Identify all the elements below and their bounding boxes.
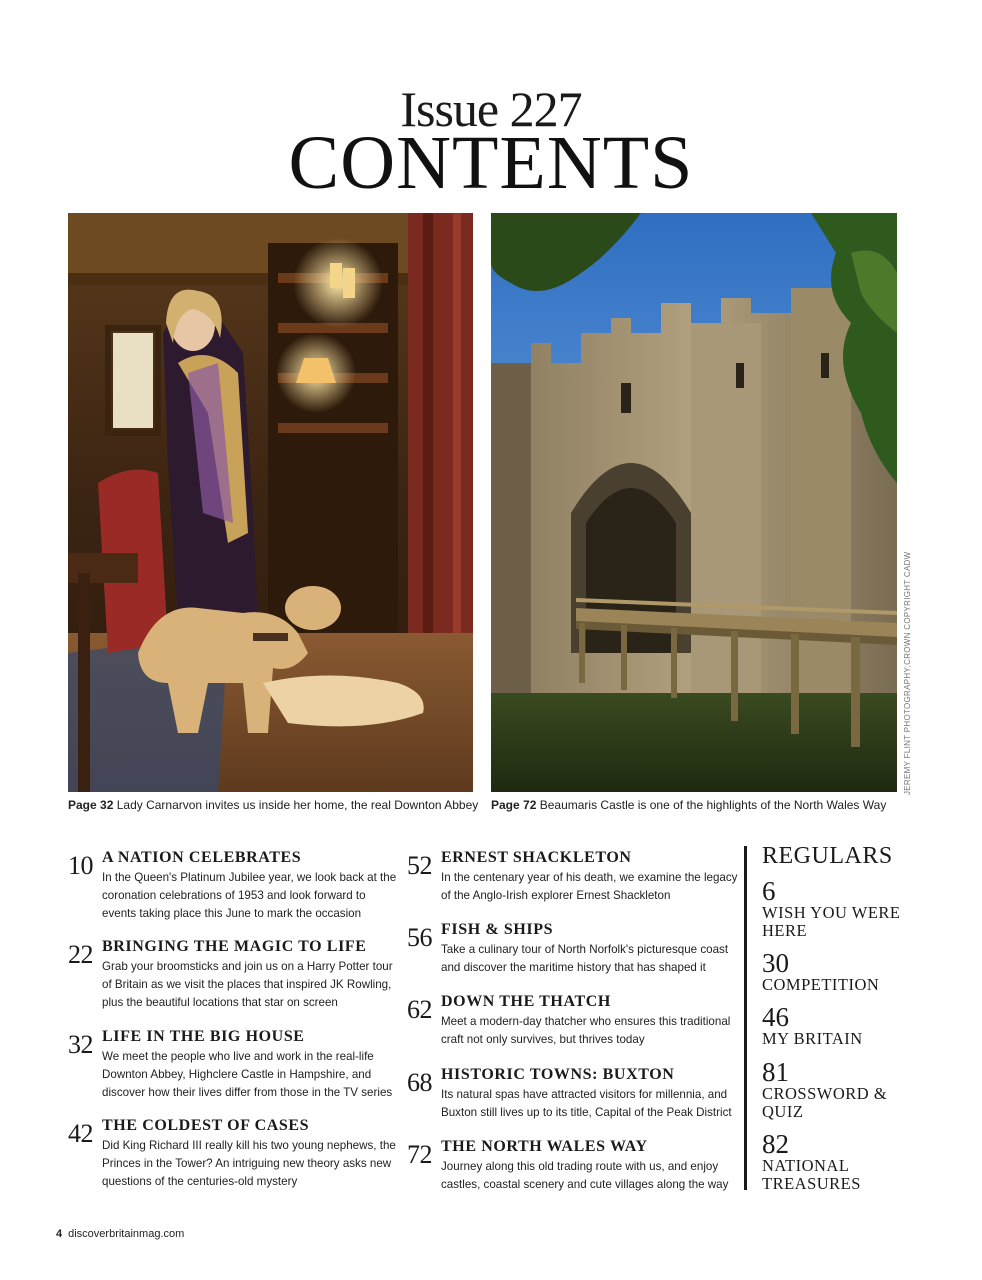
regular-page-number: 46 [762, 1002, 789, 1032]
feature-title: THE COLDEST OF CASES [102, 1117, 310, 1134]
feature-description: Its natural spas have attracted visitors for millennia, and Buxton still lives up to its title, Capital of the Peak District [441, 1088, 732, 1119]
caption-right [491, 798, 886, 812]
page-footer [56, 1228, 184, 1240]
regular-item[interactable] [762, 950, 902, 994]
feature-page-number: 42 [68, 1119, 93, 1148]
feature-title: THE NORTH WALES WAY [441, 1138, 648, 1155]
feature-description: Did King Richard III really kill his two young nephews, the Princes in the Tower? An intriguing new theory asks new questions of the centuries-old mystery [102, 1139, 396, 1188]
feature-page-number: 10 [68, 851, 93, 880]
feature-title: ERNEST SHACKLETON [441, 849, 632, 866]
caption-right-page: Page 72 [491, 798, 537, 812]
regular-page-number: 6 [762, 876, 776, 906]
feature-page-number: 62 [407, 995, 432, 1024]
feature-description: Journey along this old trading route with us, and enjoy castles, coastal scenery and cute villages along the way [441, 1160, 729, 1191]
caption-left-page: Page 32 [68, 798, 114, 812]
feature-description: We meet the people who live and work in the real-life Downton Abbey, Highclere Castle in Hampshire, and discover how their lives differ from those in the TV series [102, 1050, 393, 1099]
regulars-heading: REGULARS [762, 843, 893, 869]
feature-title: HISTORIC TOWNS: BUXTON [441, 1066, 675, 1083]
regular-item[interactable] [762, 1004, 902, 1048]
caption-right-text: Beaumaris Castle is one of the highlights of the North Wales Way [539, 798, 887, 812]
regulars-divider [744, 846, 747, 1190]
feature-title: FISH & SHIPS [441, 921, 554, 938]
feature-description: In the centenary year of his death, we examine the legacy of the Anglo-Irish explorer Ernest Shackleton [441, 871, 738, 902]
regular-page-number: 82 [762, 1129, 789, 1159]
caption-left [68, 798, 478, 812]
feature-description: Take a culinary tour of North Norfolk's picturesque coast and discover the maritime history that has shaped it [441, 943, 729, 974]
feature-title: BRINGING THE MAGIC TO LIFE [102, 938, 367, 955]
feature-title: DOWN THE THATCH [441, 993, 611, 1010]
beaumaris-castle-photo [491, 213, 897, 792]
feature-description: In the Queen's Platinum Jubilee year, we look back at the coronation celebrations of 1953 and look forward to events taking place this June to mark the occasion [102, 871, 397, 920]
footer-site-link[interactable]: discoverbritainmag.com [68, 1228, 185, 1240]
footer-page-number: 4 [56, 1228, 63, 1240]
feature-page-number: 52 [407, 851, 432, 880]
feature-description: Meet a modern-day thatcher who ensures this traditional craft not only survives, but thrives today [441, 1015, 731, 1046]
page-title: CONTENTS [288, 121, 694, 205]
regular-title: WISH YOU WERE HERE [762, 903, 901, 940]
lady-carnarvon-photo [68, 213, 473, 792]
regular-title: MY BRITAIN [762, 1029, 863, 1048]
feature-page-number: 32 [68, 1030, 93, 1059]
regular-title: NATIONAL TREASURES [762, 1156, 861, 1193]
regular-item[interactable] [762, 1131, 902, 1193]
regular-page-number: 30 [762, 948, 789, 978]
regular-page-number: 81 [762, 1057, 789, 1087]
feature-title: A NATION CELEBRATES [102, 849, 302, 866]
feature-description: Grab your broomsticks and join us on a Harry Potter tour of Britain as we visit the places that inspired JK Rowling, plus the beautiful locations that star on screen [102, 960, 393, 1009]
feature-title: LIFE IN THE BIG HOUSE [102, 1028, 305, 1045]
feature-page-number: 56 [407, 923, 432, 952]
issue-number: Issue 227 [400, 81, 582, 137]
photo-credit: JEREMY FLINT PHOTOGRAPHY;CROWN COPYRIGHT CADW [903, 551, 912, 795]
regular-item[interactable] [762, 878, 902, 940]
feature-page-number: 22 [68, 940, 93, 969]
feature-page-number: 68 [407, 1068, 432, 1097]
regular-item[interactable] [762, 1059, 902, 1121]
feature-page-number: 72 [407, 1140, 432, 1169]
regular-title: CROSSWORD & QUIZ [762, 1084, 888, 1121]
regular-title: COMPETITION [762, 975, 880, 994]
caption-left-text: Lady Carnarvon invites us inside her home, the real Downton Abbey [116, 798, 479, 812]
